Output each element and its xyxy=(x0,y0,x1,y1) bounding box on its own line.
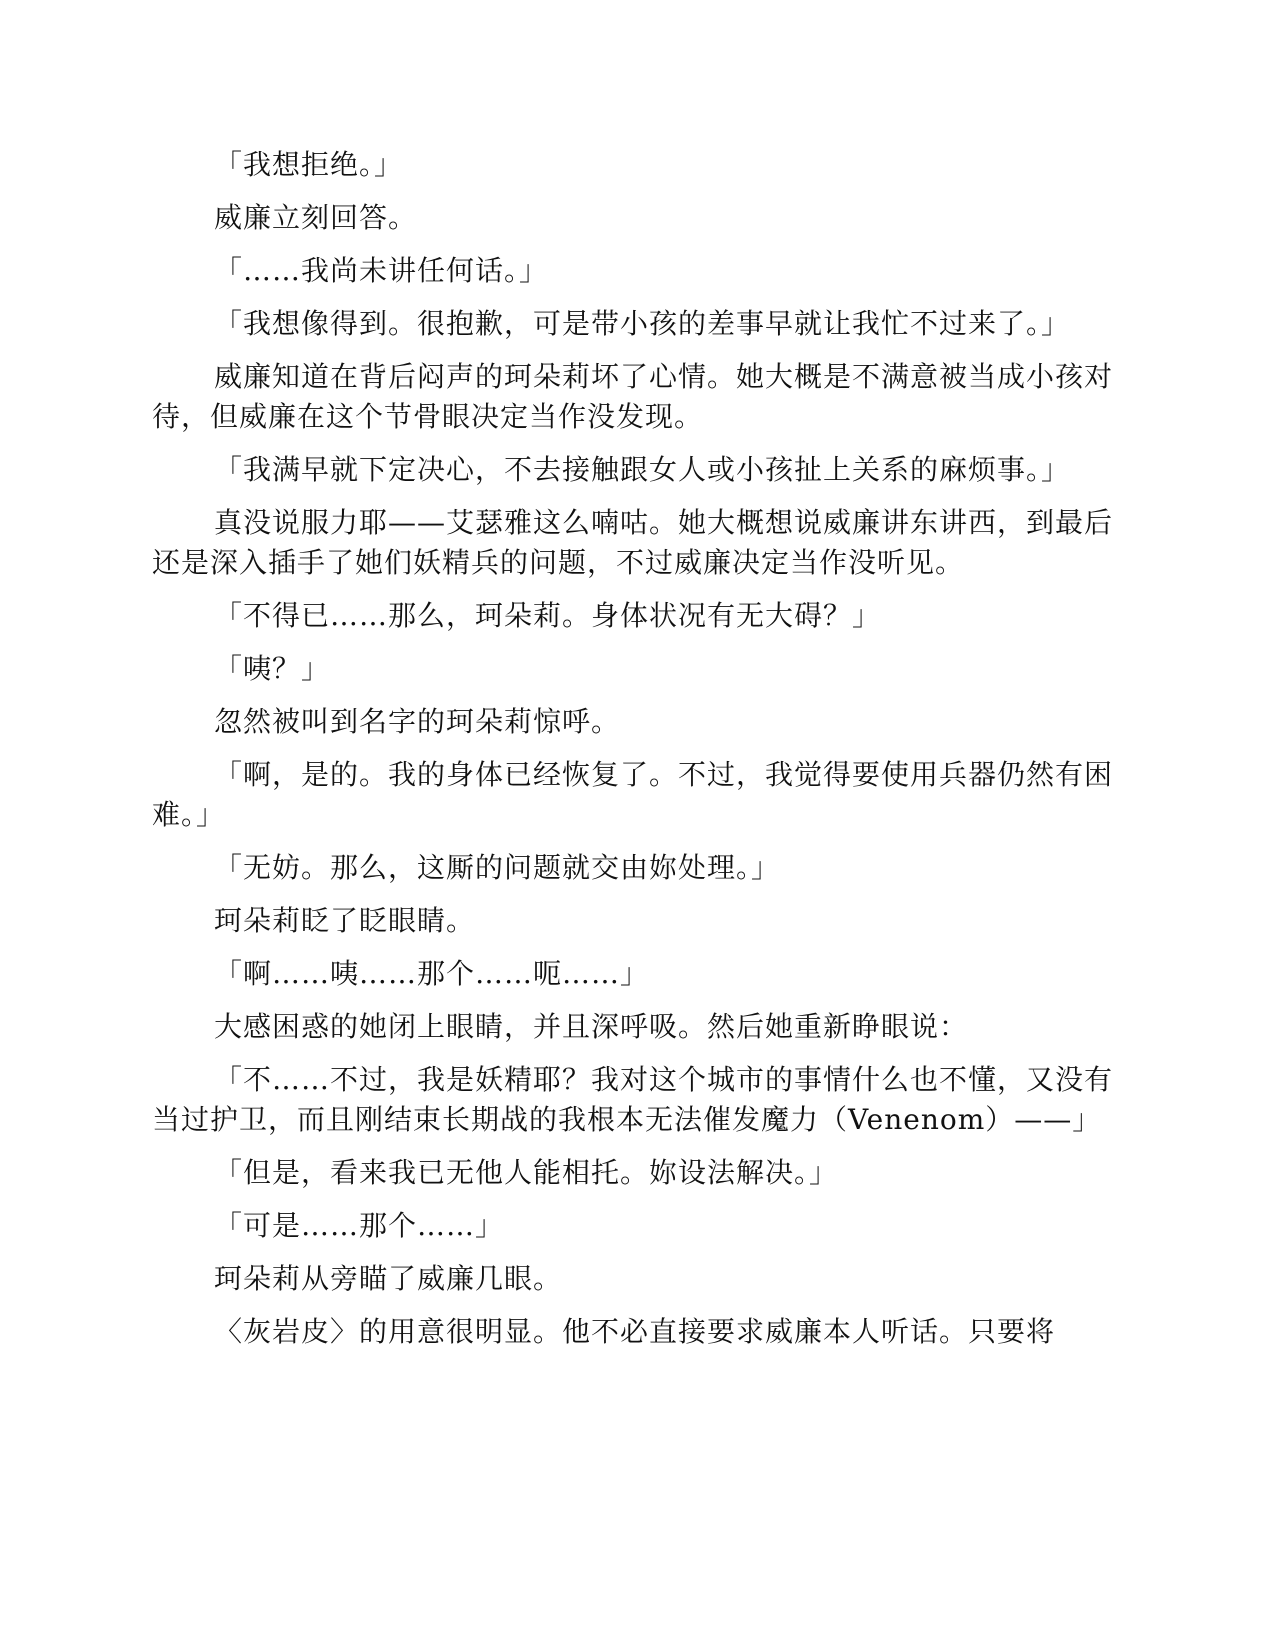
paragraph: 「……我尚未讲任何话。」 xyxy=(214,254,549,287)
paragraph: 「我想拒绝。」 xyxy=(214,148,404,181)
paragraph: 「不……不过，我是妖精耶？我对这个城市的事情什么也不懂，又没有当过护卫，而且刚结束长期战的我根本无法催发魔力（Venenom）——」 xyxy=(152,1063,1114,1136)
document-page xyxy=(152,145,1122,1365)
paragraph: 「啊，是的。我的身体已经恢复了。不过，我觉得要使用兵器仍然有困难。」 xyxy=(152,758,1114,831)
paragraph: 「无妨。那么，这厮的问题就交由妳处理。」 xyxy=(214,851,781,884)
paragraph: 「我满早就下定决心，不去接触跟女人或小孩扯上关系的麻烦事。」 xyxy=(214,453,1071,486)
paragraph: 「咦？」 xyxy=(214,652,331,685)
paragraph: 「可是……那个……」 xyxy=(214,1209,505,1242)
paragraph: 「但是，看来我已无他人能相托。妳设法解决。」 xyxy=(214,1156,839,1189)
paragraph: 「啊……咦……那个……呃……」 xyxy=(214,957,650,990)
paragraph: 威廉立刻回答。 xyxy=(214,201,418,234)
paragraph: 大感困惑的她闭上眼睛，并且深呼吸。然后她重新睁眼说： xyxy=(214,1010,969,1043)
paragraph: 「不得已……那么，珂朵莉。身体状况有无大碍？」 xyxy=(214,599,882,632)
paragraph: 威廉知道在背后闷声的珂朵莉坏了心情。她大概是不满意被当成小孩对待，但威廉在这个节骨眼决定当作没发现。 xyxy=(152,360,1114,433)
paragraph: 真没说服力耶——艾瑟雅这么喃咕。她大概想说威廉讲东讲西，到最后还是深入插手了她们妖精兵的问题，不过威廉决定当作没听见。 xyxy=(152,506,1114,579)
paragraph: 珂朵莉眨了眨眼睛。 xyxy=(214,904,476,937)
paragraph: 忽然被叫到名字的珂朵莉惊呼。 xyxy=(214,705,621,738)
paragraph: 「我想像得到。很抱歉，可是带小孩的差事早就让我忙不过来了。」 xyxy=(214,307,1071,340)
paragraph: 〈灰岩皮〉的用意很明显。他不必直接要求威廉本人听话。只要将 xyxy=(214,1315,1056,1348)
paragraph: 珂朵莉从旁瞄了威廉几眼。 xyxy=(214,1262,563,1295)
